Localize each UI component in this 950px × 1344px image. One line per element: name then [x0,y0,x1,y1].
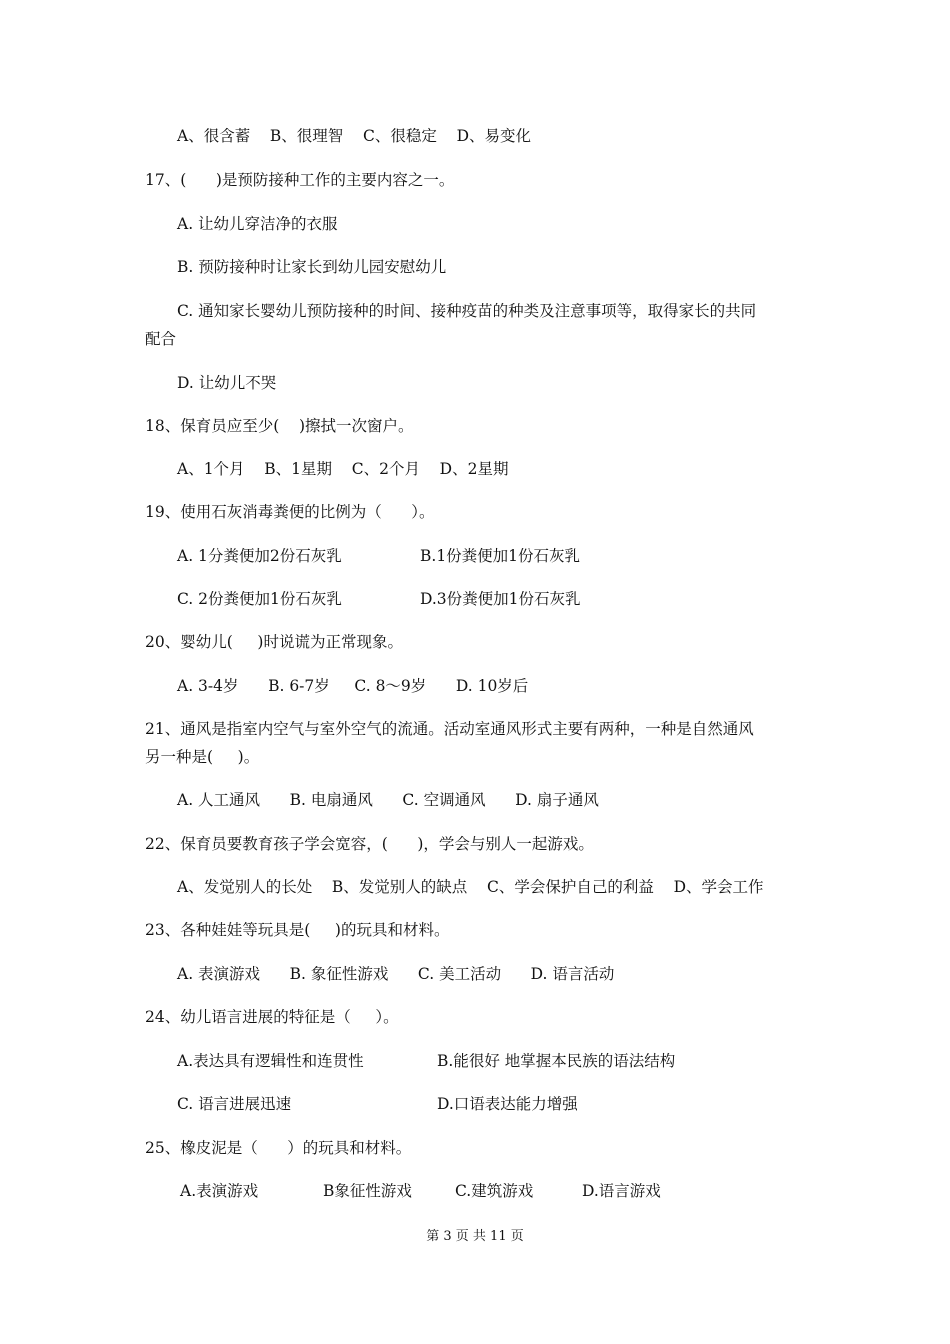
q20-question: 20、婴幼儿( )时说谎为正常现象。 [145,633,403,651]
q25-option-d: D.语言游戏 [582,1182,661,1200]
q25-option-c: C.建筑游戏 [455,1182,534,1200]
q19-option-a: A. 1分粪便加2份石灰乳 [177,547,342,565]
q23-question: 23、各种娃娃等玩具是( )的玩具和材料。 [145,921,450,939]
q19-option-d: D.3份粪便加1份石灰乳 [420,590,581,608]
q21-question-cont: 另一种是( )。 [145,748,260,766]
q25-option-b: B象征性游戏 [323,1182,412,1200]
q24-question: 24、幼儿语言进展的特征是（ ）。 [145,1008,399,1026]
q17-option-d: D. 让幼儿不哭 [177,374,277,392]
q22-options: A、发觉别人的长处 B、发觉别人的缺点 C、学会保护自己的利益 D、学会工作 [177,878,764,896]
q18-question: 18、保育员应至少( )擦拭一次窗户。 [145,417,414,435]
q21-question: 21、通风是指室内空气与室外空气的流通。活动室通风形式主要有两种，一种是自然通风 [145,720,754,738]
q20-options: A. 3-4岁 B. 6-7岁 C. 8～9岁 D. 10岁后 [177,677,529,695]
q17-option-c: C. 通知家长婴幼儿预防接种的时间、接种疫苗的种类及注意事项等，取得家长的共同 [177,302,757,320]
q24-option-b: B.能很好 地掌握本民族的语法结构 [437,1052,676,1070]
q24-option-d: D.口语表达能力增强 [437,1095,578,1113]
q25-question: 25、橡皮泥是（ ）的玩具和材料。 [145,1139,412,1157]
q17-option-b: B. 预防接种时让家长到幼儿园安慰幼儿 [177,258,447,276]
q25-option-a: A.表演游戏 [180,1182,259,1200]
q24-option-c: C. 语言进展迅速 [177,1095,292,1113]
q17-question: 17、( )是预防接种工作的主要内容之一。 [145,171,455,189]
q21-options: A. 人工通风 B. 电扇通风 C. 空调通风 D. 扇子通风 [177,791,599,809]
q24-option-a: A.表达具有逻辑性和连贯性 [177,1052,364,1070]
q19-option-b: B.1份粪便加1份石灰乳 [420,547,581,565]
q17-option-c-cont: 配合 [145,330,177,348]
q16-options: A、很含蓄 B、很理智 C、很稳定 D、易变化 [177,127,531,145]
q18-options: A、1个月 B、1星期 C、2个月 D、2星期 [177,460,509,478]
q17-option-a: A. 让幼儿穿洁净的衣服 [177,215,338,233]
q19-question: 19、使用石灰消毒粪便的比例为（ ）。 [145,503,435,521]
q19-option-c: C. 2份粪便加1份石灰乳 [177,590,342,608]
q22-question: 22、保育员要教育孩子学会宽容，( )，学会与别人一起游戏。 [145,835,594,853]
page-footer: 第 3 页 共 11 页 [426,1229,524,1244]
q23-options: A. 表演游戏 B. 象征性游戏 C. 美工活动 D. 语言活动 [177,965,615,983]
